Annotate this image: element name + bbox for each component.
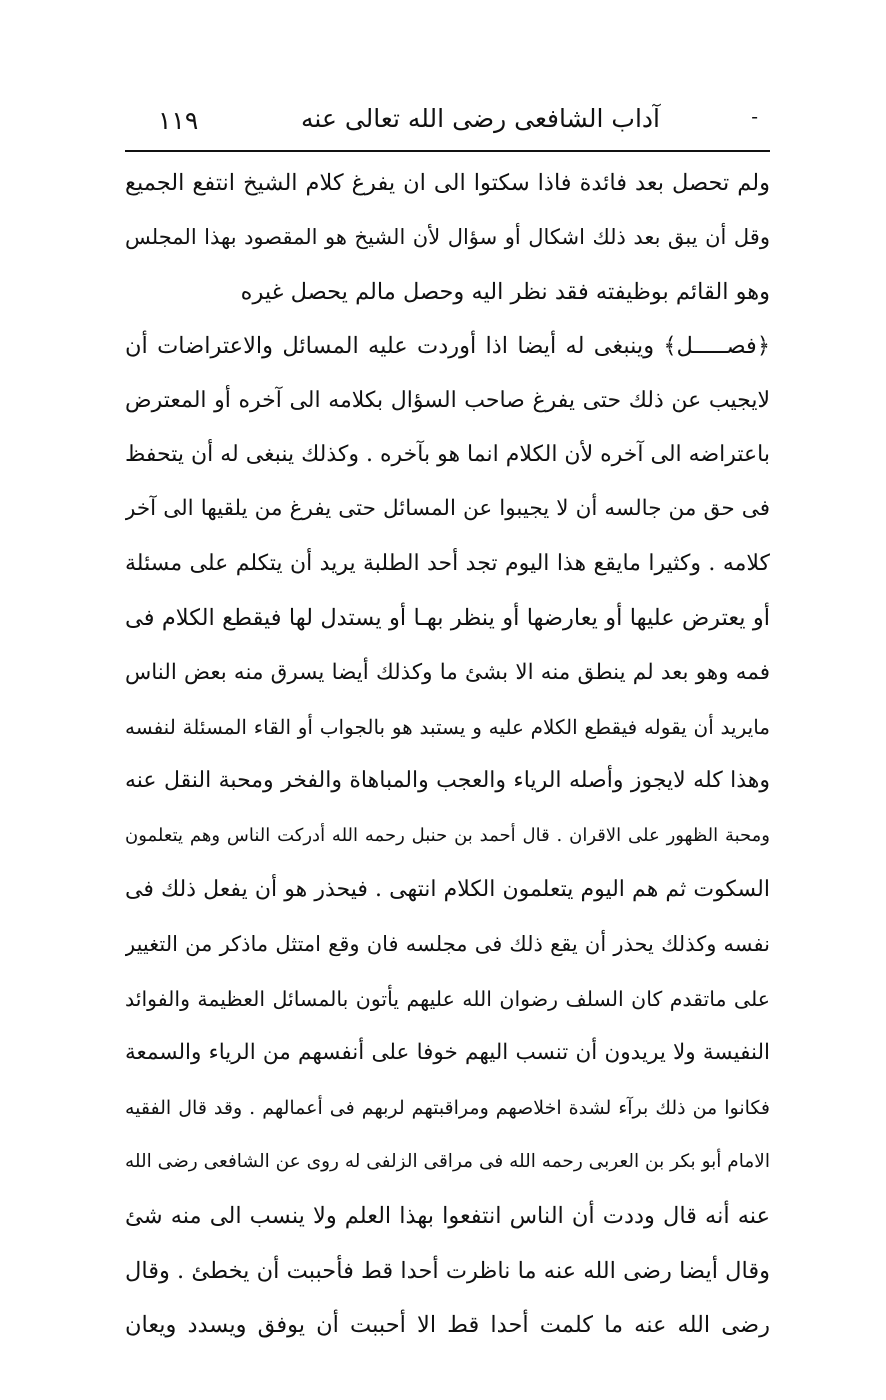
text-line: كلامه . وكثيرا مايقع هذا اليوم تجد أحد الطلبة يريد أن يتكلم على مسئلة bbox=[125, 550, 770, 576]
text-line: وهو القائم بوظيفته فقد نظر اليه وحصل مالم يحصل غيره bbox=[240, 278, 770, 305]
text-line: عنه أنه قال وددت أن الناس انتفعوا بهذا العلم ولا ينسب الى منه شئ bbox=[125, 1203, 770, 1230]
text-line: فى حق من جالسه أن لا يجيبوا عن المسائل حتى يفرغ من يلقيها الى آخر bbox=[125, 496, 770, 522]
text-line: رضى الله عنه ما كلمت أحدا قط الا أحببت أن يوفق ويسدد ويعان bbox=[125, 1312, 770, 1339]
text-line: ومحبة الظهور على الاقران . قال أحمد بن حنبل رحمه الله أدركت الناس وهم يتعلمون bbox=[125, 824, 770, 846]
text-line: لايجيب عن ذلك حتى يفرغ صاحب السؤال بكلامه الى آخره أو المعترض bbox=[125, 387, 770, 413]
text-line: وقل أن يبق بعد ذلك اشكال أو سؤال لأن الشيخ هو المقصود بهذا المجلس bbox=[125, 225, 770, 250]
page-number: ١١٩ bbox=[158, 106, 199, 135]
text-line: وهذا كله لايجوز وأصله الرياء والعجب والمباهاة والفخر ومحبة النقل عنه bbox=[125, 768, 770, 794]
text-line: فكانوا من ذلك برآء لشدة اخلاصهم ومراقبتهم لربهم فى أعمالهم . وقد قال الفقيه bbox=[125, 1096, 770, 1119]
text-line: وقال أيضا رضى الله عنه ما ناظرت أحدا قط فأحببت أن يخطئ . وقال bbox=[125, 1257, 770, 1284]
text-line: مايريد أن يقوله فيقطع الكلام عليه و يستبد هو بالجواب أو القاء المسئلة لنفسه bbox=[125, 714, 770, 739]
header-dot: - bbox=[751, 104, 758, 128]
section-heading-line: ﴿فصـــــل﴾ وينبغى له أيضا اذا أوردت عليه المسائل والاعتراضات أن bbox=[125, 333, 770, 360]
text-line: الامام أبو بكر بن العربى رحمه الله فى مراقى الزلفى له روى عن الشافعى رضى الله bbox=[125, 1151, 770, 1173]
text-line: السكوت ثم هم اليوم يتعلمون الكلام انتهى . فيحذر هو أن يفعل ذلك فى bbox=[125, 877, 770, 903]
body-text bbox=[125, 156, 770, 1353]
running-header bbox=[130, 100, 770, 144]
text-line: على ماتقدم كان السلف رضوان الله عليهم يأتون بالمسائل العظيمة والفوائد bbox=[125, 986, 770, 1011]
text-line: فمه وهو بعد لم ينطق منه الا بشئ ما وكذلك أيضا يسرق منه بعض الناس bbox=[125, 659, 770, 685]
text-line: أو يعترض عليها أو يعارضها أو ينظر بهـا أو يستدل لها فيقطع الكلام فى bbox=[125, 605, 770, 632]
running-title: آداب الشافعى رضى الله تعالى عنه bbox=[301, 104, 660, 133]
text-line: ولم تحصل بعد فائدة فاذا سكتوا الى ان يفرغ كلام الشيخ انتفع الجميع bbox=[125, 170, 770, 196]
text-line: النفيسة ولا يريدون أن تنسب اليهم خوفا على أنفسهم من الرياء والسمعة bbox=[125, 1040, 770, 1066]
header-rule bbox=[125, 150, 770, 152]
text-line: نفسه وكذلك يحذر أن يقع ذلك فى مجلسه فان وقع امتثل ماذكر من التغيير bbox=[125, 932, 770, 957]
text-line: باعتراضه الى آخره لأن الكلام انما هو بآخره . وكذلك ينبغى له أن يتحفظ bbox=[125, 441, 770, 467]
